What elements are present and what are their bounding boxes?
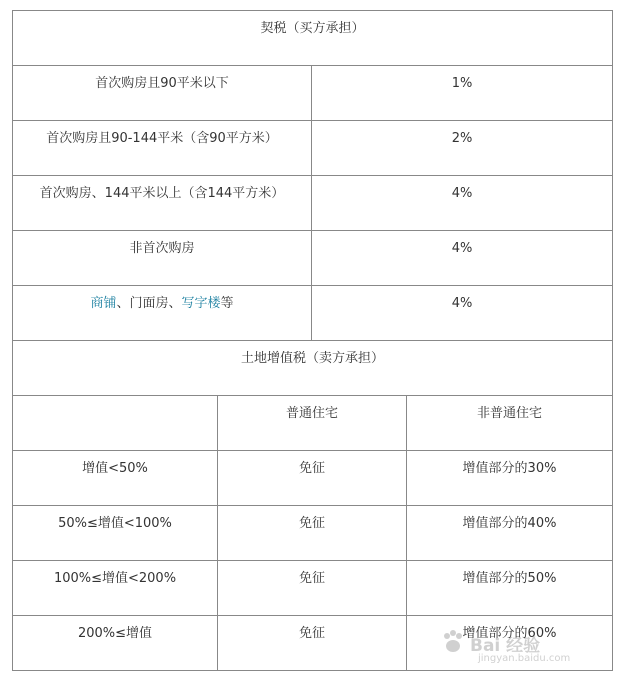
table-row <box>13 561 613 616</box>
non-ordinary-housing-header: 非普通住宅 <box>477 406 543 421</box>
deed-tax-title-cell <box>13 11 613 66</box>
land-vat-ordinary: 免征 <box>298 461 325 476</box>
shop-link[interactable]: 商铺 <box>90 296 117 311</box>
deed-tax-title: 契税（买方承担） <box>260 21 365 36</box>
table-row <box>13 616 613 671</box>
commercial-suffix: 等 <box>220 296 234 311</box>
land-vat-ordinary-cell <box>218 451 407 506</box>
deed-tax-label-cell <box>13 286 312 341</box>
ordinary-housing-header: 普通住宅 <box>285 406 338 421</box>
deed-tax-rate: 4% <box>451 186 473 201</box>
deed-tax-label: 首次购房且90-144平米（含90平方米） <box>46 131 278 146</box>
land-vat-range-cell <box>13 451 218 506</box>
deed-tax-label-cell <box>13 231 312 286</box>
land-vat-ordinary-cell <box>218 616 407 671</box>
land-vat-ordinary: 免征 <box>298 571 325 586</box>
deed-tax-label: 非首次购房 <box>129 241 195 256</box>
land-vat-non-ordinary: 增值部分的50% <box>462 571 557 586</box>
deed-tax-label-cell <box>13 66 312 121</box>
deed-tax-label-cell <box>13 121 312 176</box>
deed-tax-rate-cell <box>312 66 613 121</box>
deed-tax-label-cell <box>13 176 312 231</box>
table-row <box>13 121 613 176</box>
land-vat-non-ordinary: 增值部分的40% <box>462 516 557 531</box>
land-vat-non-ordinary: 增值部分的60% <box>462 626 557 641</box>
deed-tax-label: 首次购房且90平米以下 <box>95 76 229 91</box>
land-vat-range: 增值<50% <box>82 461 148 476</box>
land-vat-title-row <box>13 341 613 396</box>
deed-tax-label: 首次购房、144平米以上（含144平方米） <box>39 186 285 201</box>
land-vat-ordinary-cell <box>218 561 407 616</box>
land-vat-range: 100%≤增值<200% <box>53 571 177 586</box>
deed-tax-rate: 2% <box>451 131 473 146</box>
land-vat-header-row <box>13 396 613 451</box>
deed-tax-rate-cell <box>312 231 613 286</box>
land-vat-range: 200%≤增值 <box>77 626 153 641</box>
land-vat-non-ordinary-cell <box>407 616 613 671</box>
deed-tax-rate-cell <box>312 121 613 176</box>
table-row <box>13 176 613 231</box>
land-vat-non-ordinary: 增值部分的30% <box>462 461 557 476</box>
land-vat-header-non-ordinary <box>407 396 613 451</box>
commercial-label <box>13 286 311 312</box>
land-vat-range-cell <box>13 561 218 616</box>
table-row <box>13 286 613 341</box>
land-vat-title-cell <box>13 341 613 396</box>
table-row <box>13 66 613 121</box>
deed-tax-rate: 1% <box>451 76 473 91</box>
watermark-brand: Bai 经验 <box>470 636 541 656</box>
tax-table <box>12 10 613 671</box>
land-vat-non-ordinary-cell <box>407 561 613 616</box>
land-vat-range-cell <box>13 616 218 671</box>
land-vat-ordinary-cell <box>218 506 407 561</box>
watermark-url: jingyan.baidu.com <box>478 653 571 664</box>
land-vat-ordinary: 免征 <box>298 626 325 641</box>
table-row <box>13 451 613 506</box>
deed-tax-title-row <box>13 11 613 66</box>
deed-tax-rate: 4% <box>451 296 473 311</box>
land-vat-title: 土地增值税（卖方承担） <box>241 351 385 366</box>
deed-tax-rate-cell <box>312 286 613 341</box>
land-vat-ordinary: 免征 <box>298 516 325 531</box>
office-building-link[interactable]: 写字楼 <box>181 296 221 311</box>
land-vat-header-ordinary <box>218 396 407 451</box>
table-row <box>13 231 613 286</box>
deed-tax-rate: 4% <box>451 241 473 256</box>
land-vat-range: 50%≤增值<100% <box>58 516 172 531</box>
land-vat-non-ordinary-cell <box>407 451 613 506</box>
deed-tax-rate-cell <box>312 176 613 231</box>
commercial-separator: 、门面房、 <box>116 296 182 311</box>
land-vat-non-ordinary-cell <box>407 506 613 561</box>
land-vat-range-cell <box>13 506 218 561</box>
tax-table-frame <box>12 10 612 670</box>
blank-header <box>13 396 217 406</box>
table-row <box>13 506 613 561</box>
land-vat-header-blank <box>13 396 218 451</box>
